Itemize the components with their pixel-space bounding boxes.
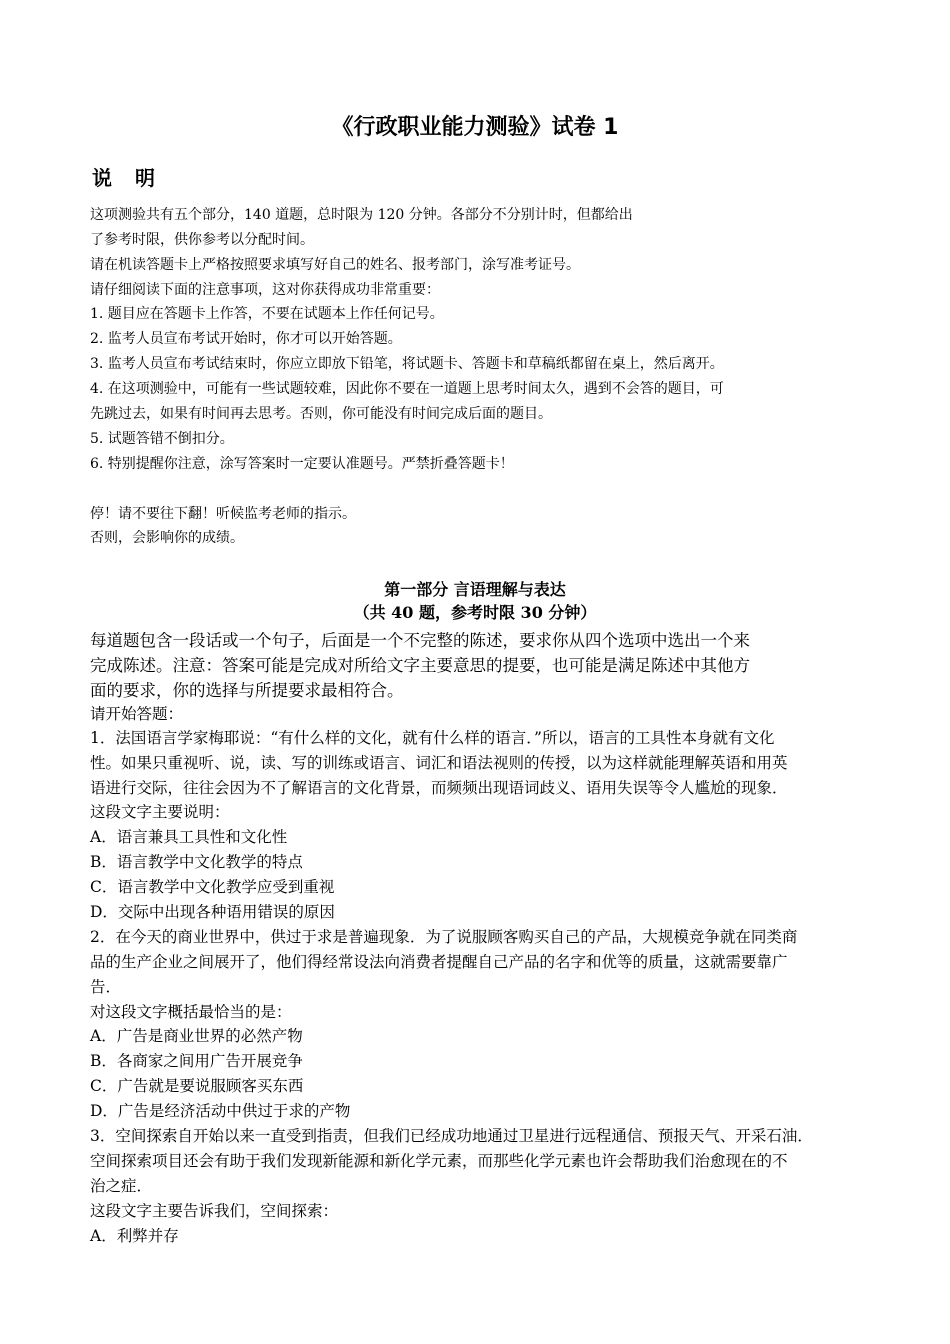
intro-line: 5. 试题答错不倒扣分。 — [90, 431, 234, 447]
intro-line: 了参考时限，供你参考以分配时间。 — [90, 232, 314, 248]
answer-option: B．各商家之间用广告开展竞争 — [90, 1052, 303, 1070]
question-line: 2．在今天的商业世界中，供过于求是普遍现象．为了说服顾客购买自己的产品，大规模竞争就在同类商 — [90, 928, 798, 946]
answer-option: A．语言兼具工具性和文化性 — [90, 828, 288, 846]
answer-option: B．语言教学中文化教学的特点 — [90, 853, 303, 871]
section-instructions: 面的要求，你的选择与所提要求最相符合。 — [90, 681, 404, 700]
intro-line: 4. 在这项测验中，可能有一些试题较难，因此你不要在一道题上思考时间太久，遇到不会答的题目，可 — [90, 381, 724, 397]
intro-line: 请仔细阅读下面的注意事项，这对你获得成功非常重要： — [90, 282, 440, 298]
answer-option: C．语言教学中文化教学应受到重视 — [90, 878, 335, 896]
question-line: 品的生产企业之间展开了，他们得经常设法向消费者提醒自己产品的名字和优等的质量，这就需要靠广 — [90, 953, 788, 971]
question-line: 治之症． — [90, 1177, 153, 1195]
instructions-heading: 说 明 — [92, 166, 163, 190]
answer-option: C．广告就是要说服顾客买东西 — [90, 1077, 304, 1095]
question-stem: 对这段文字概括最恰当的是： — [90, 1003, 292, 1021]
section-title: 第一部分 言语理解与表达 — [384, 580, 566, 599]
question-stem: 这段文字主要说明： — [90, 803, 230, 821]
question-line: 语进行交际，往往会因为不了解语言的文化背景，而频频出现语词歧义、语用失误等令人尴尬的现象． — [90, 779, 788, 797]
section-instructions: 每道题包含一段话或一个句子，后面是一个不完整的陈述，要求你从四个选项中选出一个来 — [90, 631, 750, 650]
answer-option: A．广告是商业世界的必然产物 — [90, 1027, 303, 1045]
answer-option: D．广告是经济活动中供过于求的产物 — [90, 1102, 351, 1120]
answer-option: A．利弊并存 — [90, 1227, 179, 1245]
intro-line: 这项测验共有五个部分，140 道题，总时限为 120 分钟。各部分不分别计时，但都给出 — [90, 207, 633, 223]
section-instructions: 完成陈述。注意：答案可能是完成对所给文字主要意思的提要，也可能是满足陈述中其他方 — [90, 656, 750, 675]
question-stem: 这段文字主要告诉我们，空间探索： — [90, 1202, 339, 1220]
intro-line: 先跳过去，如果有时间再去思考。否则，你可能没有时间完成后面的题目。 — [90, 406, 552, 422]
start-prompt: 请开始答题： — [90, 705, 184, 723]
intro-line: 3. 监考人员宣布考试结束时，你应立即放下铅笔，将试题卡、答题卡和草稿纸都留在桌上，然后离开。 — [90, 356, 724, 372]
answer-option: D．交际中出现各种语用错误的原因 — [90, 903, 335, 921]
stop-notice: 否则，会影响你的成绩。 — [90, 530, 244, 546]
stop-notice: 停！请不要往下翻！听候监考老师的指示。 — [90, 506, 356, 522]
question-line: 性。如果只重视听、说，读、写的训练或语言、词汇和语法视则的传授，以为这样就能理解英语和用英 — [90, 754, 788, 772]
intro-line: 1. 题目应在答题卡上作答，不要在试题本上作任何记号。 — [90, 306, 444, 322]
section-subtitle: （共 40 题，参考时限 30 分钟） — [353, 603, 597, 622]
intro-line: 2. 监考人员宣布考试开始时，你才可以开始答题。 — [90, 331, 402, 347]
question-line: 告． — [90, 978, 122, 996]
question-line: 3．空间探索自开始以来一直受到指责，但我们已经成功地通过卫星进行远程通信、预报天气、开采石油． — [90, 1127, 813, 1145]
question-line: 1．法国语言学家梅耶说：“有什么样的文化，就有什么样的语言．”所以，语言的工具性本身就有文化 — [90, 729, 775, 747]
intro-line: 6. 特别提醒你注意，涂写答案时一定要认准题号。严禁折叠答题卡！ — [90, 456, 514, 472]
intro-line: 请在机读答题卡上严格按照要求填写好自己的姓名、报考部门，涂写准考证号。 — [90, 257, 580, 273]
question-line: 空间探索项目还会有助于我们发现新能源和新化学元素，而那些化学元素也许会帮助我们治愈现在的不 — [90, 1152, 788, 1170]
document-title: 《行政职业能力测验》试卷 1 — [331, 115, 619, 140]
